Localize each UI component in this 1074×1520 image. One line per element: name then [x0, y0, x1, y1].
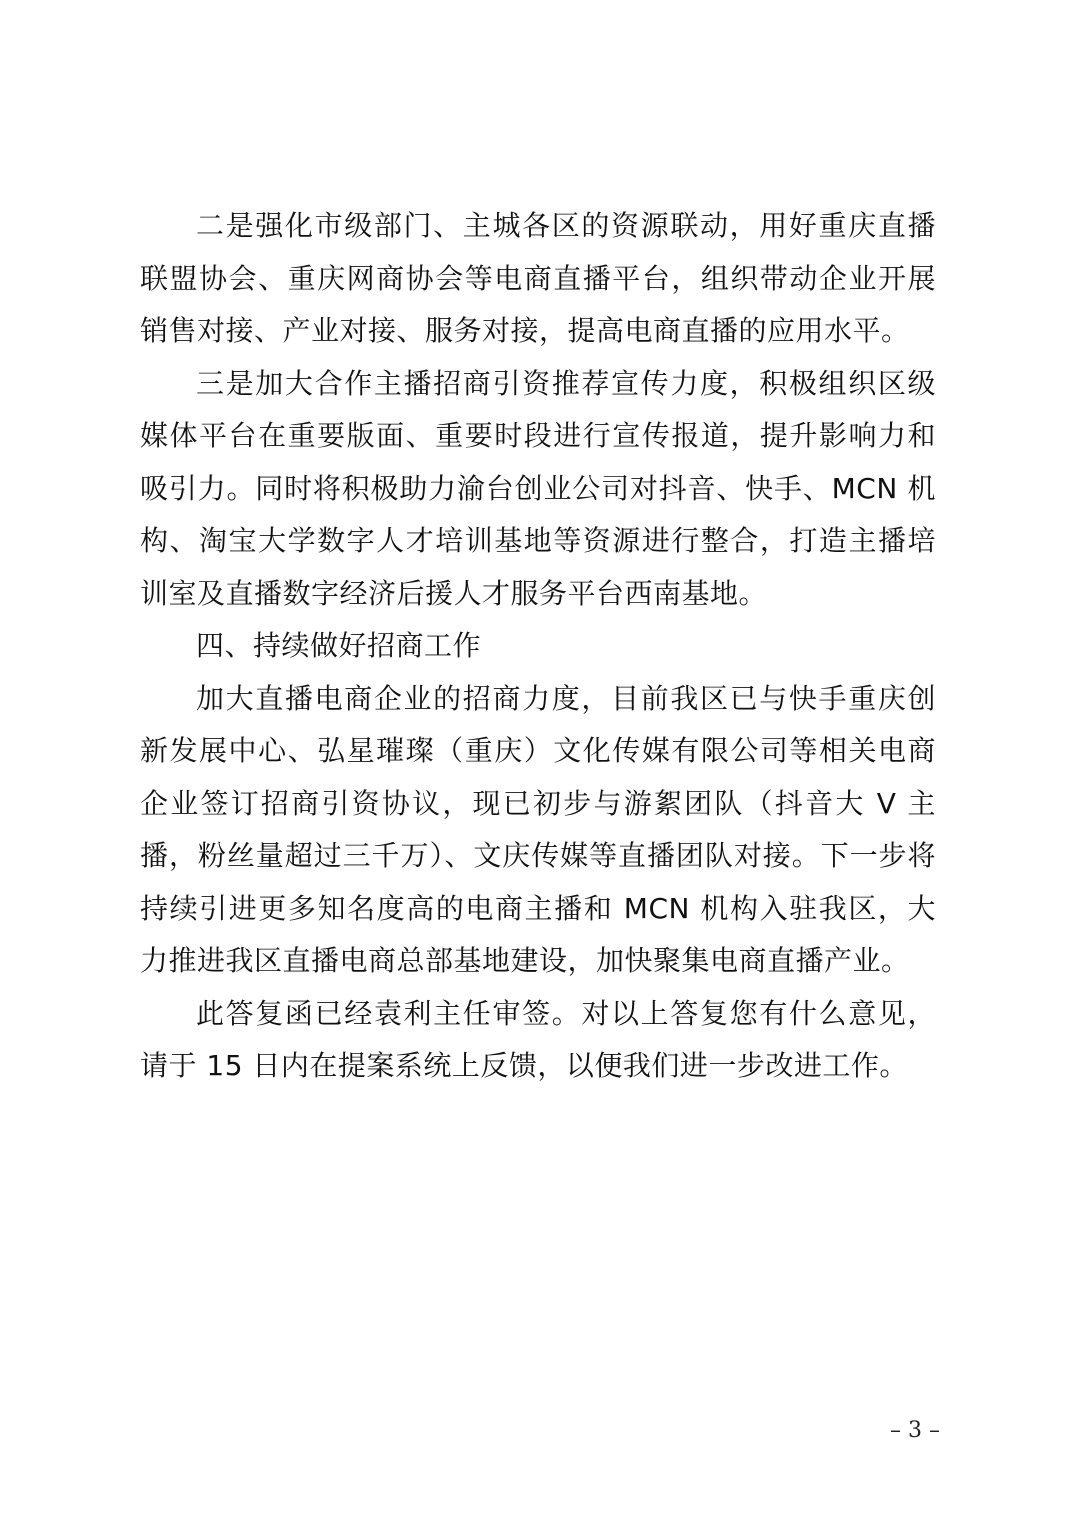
- paragraph-resource-linkage: 二是强化市级部门、主城各区的资源联动，用好重庆直播联盟协会、重庆网商协会等电商直播平台，组织带动企业开展销售对接、产业对接、服务对接，提高电商直播的应用水平。: [140, 209, 936, 347]
- paragraph-investment: 加大直播电商企业的招商力度，目前我区已与快手重庆创新发展中心、弘星璀璨（重庆）文化传媒有限公司等相关电商企业签订招商引资协议，现已初步与游絮团队（抖音大 V 主播，粉丝量超过三千万）、文庆传媒等直播团队对接。下一步将持续引进更多知名度高的电商主播和 MCN 机构入驻我区，大力推进我区直播电商总部基地建设，加快聚集电商直播产业。: [140, 681, 936, 977]
- document-body: [140, 200, 936, 1093]
- page-number: – 3 –: [890, 1418, 940, 1443]
- paragraph-promotion: 三是加大合作主播招商引资推荐宣传力度，积极组织区级媒体平台在重要版面、重要时段进行宣传报道，提升影响力和吸引力。同时将积极助力渝台创业公司对抖音、快手、MCN 机构、淘宝大学数字人才培训基地等资源进行整合，打造主播培训室及直播数字经济后援人才服务平台西南基地。: [140, 366, 936, 610]
- section-heading-investment: 四、持续做好招商工作: [196, 629, 482, 662]
- paragraph-closing: 此答复函已经袁利主任审签。对以上答复您有什么意见，请于 15 日内在提案系统上反馈，以便我们进一步改进工作。: [140, 996, 936, 1082]
